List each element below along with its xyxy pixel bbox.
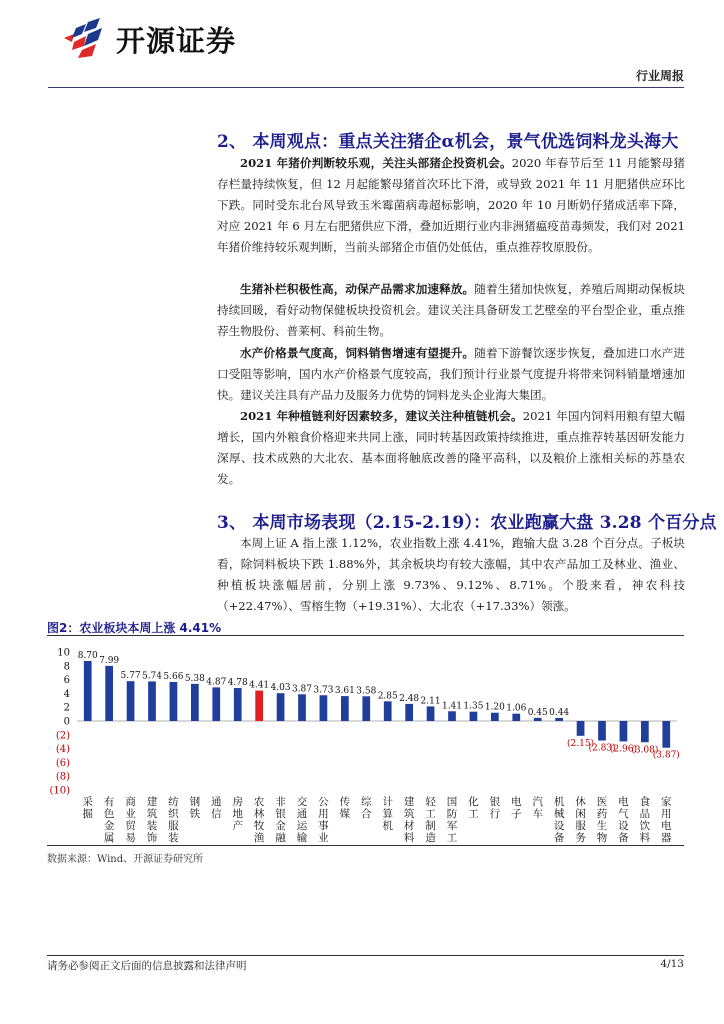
bar-家用电器 [662, 721, 670, 748]
y-tick-label: (6) [55, 757, 70, 769]
x-category-label: 产 [232, 820, 243, 832]
x-category-label: 气 [618, 808, 629, 820]
x-category-label: 用 [318, 808, 329, 820]
x-category-label: 物 [596, 832, 608, 844]
y-tick-label: 6 [63, 675, 70, 687]
x-category-label: 商 [125, 796, 136, 808]
bar-传媒 [341, 696, 349, 721]
x-category-label: 易 [125, 832, 136, 844]
bar-有色金属 [105, 666, 113, 721]
bar-商业贸易 [127, 681, 135, 721]
y-tick-label: (4) [55, 744, 70, 756]
data-label: (3.87) [652, 750, 680, 761]
bar-医药生物 [598, 721, 606, 741]
figure-source: 数据来源：Wind、开源证券研究所 [47, 854, 204, 865]
figure-top-rule [47, 635, 684, 636]
data-label: 3.58 [356, 686, 377, 697]
x-category-label: 纺 [168, 796, 179, 808]
y-tick-label: (8) [55, 771, 70, 783]
y-tick-label: 8 [63, 661, 70, 673]
x-category-label: 掘 [82, 808, 93, 820]
x-category-label: 制 [425, 820, 436, 832]
x-category-label: 银 [275, 808, 286, 820]
page-number: 4/13 [660, 958, 684, 970]
data-label: 5.38 [184, 673, 205, 684]
bar-农林牧渔 [255, 691, 263, 721]
y-tick-label: (2) [55, 730, 70, 742]
bar-建筑材料 [405, 704, 413, 721]
x-category-label: 服 [168, 820, 179, 832]
x-category-label: 采 [82, 796, 93, 808]
x-category-label: 备 [618, 832, 629, 844]
x-category-label: 装 [146, 820, 158, 832]
x-category-label: 金 [103, 820, 115, 832]
company-logo-icon [60, 16, 112, 60]
figure-bottom-rule [47, 845, 684, 846]
x-category-label: 造 [425, 832, 436, 844]
x-category-label: 服 [575, 820, 586, 832]
data-label: 4.03 [270, 683, 291, 694]
paragraph-lead: 生猪补栏积极性高，动保产品需求加速释放。 [240, 282, 475, 296]
y-tick-label: (10) [49, 785, 70, 797]
data-label: 5.66 [163, 671, 184, 682]
data-label: 7.99 [99, 655, 120, 666]
data-label: 3.61 [334, 686, 355, 697]
x-category-label: 食 [639, 796, 651, 808]
x-category-label: 钢 [189, 796, 201, 808]
paragraph-pig-price [217, 153, 685, 258]
data-label: 2.48 [399, 693, 420, 704]
x-category-label: 行 [489, 808, 501, 820]
paragraph-body: 2020 年春节后至 11 月能繁母猪存栏量持续恢复，但 12 月起能繁母猪首次环比下滑，或导致 2021 年 11 月肥猪供应环比下跌。同时受东北台风导致玉米霉菌病毒超标影响，2020 年 10 月断奶仔猪成活率下降，对应 2021 年 6 月左右肥猪供应下滑，叠加近期行业内非洲猪瘟疫苗毒频发，我们对 2021 年猪价维持较乐观判断，当前头部猪企市值仍处低估，重点推荐牧原股份。 [217, 156, 685, 254]
x-category-label: 军 [446, 820, 458, 832]
x-category-label: 信 [211, 808, 222, 820]
x-category-label: 媒 [339, 808, 351, 820]
x-category-label: 交 [296, 796, 308, 808]
x-category-label: 饮 [639, 820, 651, 832]
x-category-label: 械 [553, 808, 565, 820]
data-label: 0.45 [527, 707, 548, 718]
x-category-label: 林 [253, 808, 265, 820]
x-category-label: 饰 [146, 832, 158, 844]
bar-休闲服务 [577, 721, 585, 736]
data-label: 5.77 [120, 671, 141, 682]
bar-轻工制造 [427, 706, 435, 721]
data-label: (2.83) [588, 743, 616, 754]
data-label: 4.87 [206, 677, 227, 688]
x-category-label: 装 [168, 832, 179, 844]
x-category-label: 有 [103, 796, 115, 808]
data-label: 4.41 [249, 680, 270, 691]
paragraph-body: 随着生猪加快恢复，养殖后周期动保板块持续回暖，看好动物保健板块投资机会。建议关注具备研发工艺壁垒的平台型企业，重点推荐生物股份、普莱柯、科前生物。 [217, 282, 685, 338]
x-category-label: 地 [232, 808, 243, 820]
bar-钢铁 [191, 684, 199, 721]
x-category-label: 工 [446, 832, 458, 844]
data-label: 5.74 [141, 671, 163, 682]
sector-performance-bar-chart [47, 637, 684, 844]
x-category-label: 轻 [425, 796, 436, 808]
paragraph-lead: 2021 年种植链利好因素较多，建议关注种植链机会。 [240, 409, 523, 423]
x-category-label: 色 [103, 808, 115, 820]
x-category-label: 备 [553, 832, 565, 844]
x-category-label: 织 [168, 808, 179, 820]
bar-纺织服装 [170, 682, 178, 721]
x-category-label: 工 [468, 808, 479, 820]
bar-电气设备 [620, 721, 628, 741]
x-category-label: 电 [618, 796, 629, 808]
x-category-label: 材 [403, 820, 415, 832]
x-category-label: 算 [382, 808, 393, 820]
x-category-label: 农 [253, 796, 265, 808]
x-category-label: 器 [661, 832, 672, 844]
x-category-label: 设 [618, 820, 629, 832]
x-category-label: 贸 [125, 820, 136, 832]
paragraph-market-performance: 本周上证 A 指上涨 1.12%，农业指数上涨 4.41%，跑输大盘 3.28 个百分点。子板块看，除饲料板块下跌 1.88%外，其余板块均有较大涨幅，其中农产品加工及林业、渔业、种植板块涨幅居前，分别上涨 9.73%、9.12%、8.71%。个股来看，神农科技（+22.47%）、雪榕生物（+19.31%）、大北农（+17.33%）领涨。 [217, 536, 685, 613]
brand-name: 开源证券 [116, 24, 237, 58]
paragraph-body: 随着下游餐饮逐步恢复，叠加进口水产进口受阻等影响，国内水产价格景气度较高，我们预计行业景气度提升将带来饲料销量增速加快。建议关注具有产品力及服务力优势的饲料龙头企业海大集团。 [217, 346, 685, 402]
bar-采掘 [84, 661, 92, 721]
header-divider [48, 87, 684, 88]
x-category-label: 用 [661, 808, 672, 820]
x-category-label: 金 [275, 820, 286, 832]
x-category-label: 综 [361, 796, 372, 808]
data-label: 0.44 [549, 707, 570, 718]
x-category-label: 休 [575, 796, 586, 808]
paragraph-body: 2021 年国内饲料用粮有望大幅增长，国内外粮食价格迎来共同上涨，同时转基因政策持续推进，重点推荐转基因研发能力深厚、技术成熟的大北农、基本面将触底改善的隆平高科，以及粮价上涨相关标的苏垦农发。 [217, 409, 685, 486]
x-category-label: 输 [296, 832, 308, 844]
bar-计算机 [384, 701, 392, 721]
x-category-label: 属 [103, 832, 115, 844]
data-label: 2.11 [420, 696, 441, 707]
bar-机械设备 [555, 718, 563, 721]
x-category-label: 家 [661, 796, 672, 808]
data-label: 1.06 [506, 703, 527, 714]
paragraph-aquatic-feed [217, 343, 685, 406]
x-category-label: 合 [361, 808, 372, 820]
bar-房地产 [234, 688, 242, 721]
y-tick-label: 10 [57, 647, 70, 659]
data-label: (2.15) [567, 738, 595, 749]
x-category-label: 医 [596, 796, 608, 808]
footer-divider [47, 955, 684, 956]
data-label: 3.87 [291, 684, 313, 695]
data-label: 1.35 [463, 701, 484, 712]
data-label: 1.20 [484, 702, 505, 713]
x-category-label: 料 [639, 832, 651, 844]
x-category-label: 品 [639, 808, 651, 820]
x-category-label: 事 [318, 820, 329, 832]
section-2-heading: 2、 本周观点：重点关注猪企α机会，景气优选饲料龙头海大 [217, 132, 679, 152]
x-category-label: 生 [596, 820, 608, 832]
x-category-label: 通 [211, 796, 222, 808]
bar-通信 [212, 687, 220, 721]
paragraph-lead: 水产价格景气度高，饲料销售增速有望提升。 [240, 346, 475, 360]
x-category-label: 建 [403, 796, 415, 808]
x-category-label: 筑 [146, 808, 158, 820]
x-category-label: 运 [296, 820, 308, 832]
data-label: 8.70 [77, 650, 98, 661]
bar-建筑装饰 [148, 681, 156, 721]
paragraph-lead: 2021 年猪价判断较乐观，关注头部猪企投资机会。 [240, 156, 512, 170]
paragraph-animal-health [217, 279, 685, 342]
bar-化工 [470, 712, 478, 721]
x-category-label: 防 [446, 808, 458, 820]
x-category-label: 汽 [532, 796, 543, 808]
x-category-label: 设 [553, 820, 565, 832]
bar-非银金融 [277, 693, 285, 721]
data-label: 4.78 [227, 678, 248, 689]
y-tick-label: 2 [63, 702, 70, 714]
y-tick-label: 0 [63, 716, 70, 728]
report-type-tag: 行业周报 [635, 69, 684, 83]
bar-银行 [491, 713, 499, 721]
x-category-label: 化 [468, 796, 479, 808]
bar-电子 [512, 714, 520, 721]
x-category-label: 融 [275, 832, 286, 844]
x-category-label: 铁 [189, 808, 201, 820]
bar-国防军工 [448, 711, 456, 721]
data-label: (3.08) [631, 745, 659, 756]
x-category-label: 闲 [575, 808, 586, 820]
x-category-label: 传 [339, 796, 351, 808]
x-category-label: 通 [296, 808, 308, 820]
x-category-label: 公 [318, 796, 329, 808]
data-label: 3.73 [313, 685, 334, 696]
figure-title: 图2：农业板块本周上涨 4.41% [47, 621, 222, 635]
data-label: 2.85 [377, 691, 398, 702]
x-category-label: 业 [318, 832, 329, 844]
x-category-label: 车 [532, 808, 543, 820]
x-category-label: 工 [425, 808, 436, 820]
x-category-label: 国 [446, 796, 458, 808]
x-category-label: 电 [661, 820, 672, 832]
x-category-label: 业 [125, 808, 136, 820]
x-category-label: 电 [511, 796, 522, 808]
bar-综合 [362, 696, 370, 721]
x-category-label: 料 [403, 832, 415, 844]
x-category-label: 非 [275, 796, 286, 808]
paragraph-planting-chain [217, 406, 685, 490]
x-category-label: 子 [511, 808, 522, 820]
bar-公用事业 [320, 695, 328, 721]
data-label: (2.96) [609, 744, 637, 755]
bar-汽车 [534, 718, 542, 721]
footer-disclaimer: 请务必参阅正文后面的信息披露和法律声明 [47, 960, 247, 972]
x-category-label: 药 [596, 808, 608, 820]
section-3-heading: 3、 本周市场表现（2.15-2.19）：农业跑赢大盘 3.28 个百分点 [217, 513, 717, 533]
x-category-label: 计 [382, 796, 393, 808]
x-category-label: 银 [489, 796, 501, 808]
y-tick-label: 4 [63, 688, 70, 700]
x-category-label: 渔 [253, 832, 265, 844]
x-category-label: 房 [232, 796, 243, 808]
x-category-label: 机 [553, 796, 565, 808]
x-category-label: 牧 [253, 820, 265, 832]
x-category-label: 机 [382, 820, 393, 832]
x-category-label: 筑 [403, 808, 415, 820]
x-category-label: 务 [575, 832, 586, 844]
data-label: 1.41 [441, 701, 463, 712]
bar-食品饮料 [641, 721, 649, 742]
x-category-label: 建 [146, 796, 158, 808]
bar-交通运输 [298, 694, 306, 721]
